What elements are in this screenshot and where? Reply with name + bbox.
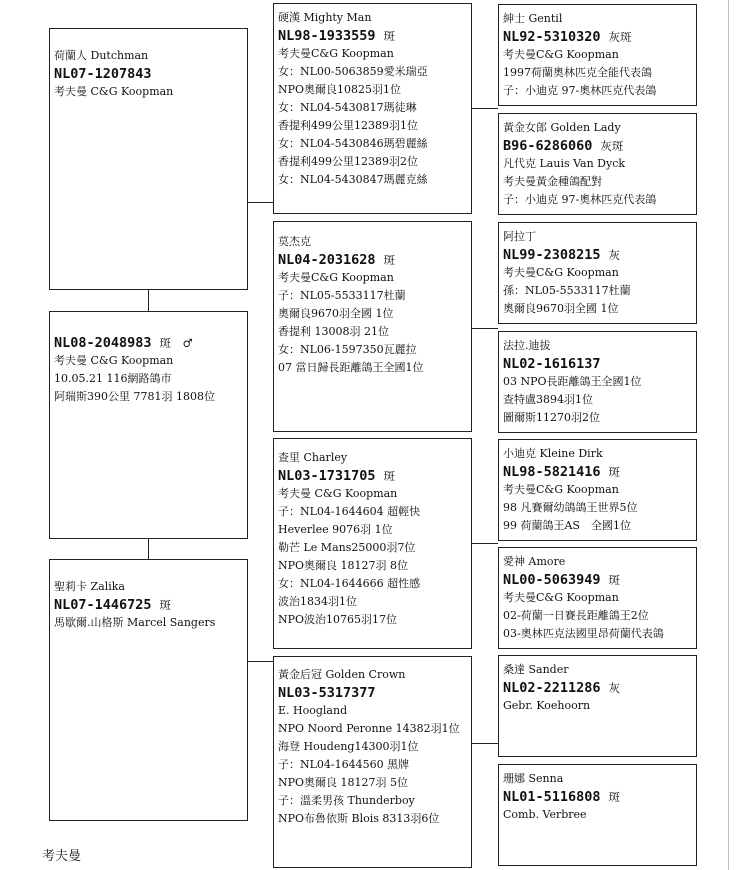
pedigree-card-faladiba xyxy=(498,331,697,433)
ring-code: B96-6286060 xyxy=(503,138,593,154)
ring-number xyxy=(278,27,467,45)
ring-code: NL99-2308215 xyxy=(503,247,601,263)
pedigree-card-mighty-man xyxy=(273,3,472,214)
page-edge-line xyxy=(728,0,729,870)
info-line: 馬歇爾.山格斯 Marcel Sangers xyxy=(54,616,216,629)
ring-code: NL98-5821416 xyxy=(503,464,601,480)
info-line: 子：小迪克 97-奧林匹克代表鴿 xyxy=(503,84,657,97)
ring-code: NL98-1933559 xyxy=(278,28,376,44)
info-line: 98 凡賽爾幼鴿鴿王世界5位 xyxy=(503,501,638,514)
pedigree-card-golden-lady xyxy=(498,113,697,215)
ring-number xyxy=(503,788,692,806)
pedigree-card-dutchman xyxy=(49,28,248,290)
color-label: 斑 xyxy=(608,573,621,587)
info-line: 02-荷蘭一日賽長距離鴿王2位 xyxy=(503,609,649,622)
info-line: 子：小迪克 97-奧林匹克代表鴿 xyxy=(503,193,657,206)
ring-number xyxy=(278,684,467,702)
ring-number xyxy=(503,679,692,697)
info-line: 波治1834羽1位 xyxy=(278,595,357,608)
ring-number xyxy=(503,463,692,481)
info-line: Heverlee 9076羽 1位 xyxy=(278,523,393,536)
ring-number xyxy=(54,334,243,352)
info-line: NPO奧爾良10825羽1位 xyxy=(278,83,402,96)
info-line: 海登 Houdeng14300羽1位 xyxy=(278,740,419,753)
pedigree-card-subject xyxy=(49,311,248,539)
pedigree-card-gentil xyxy=(498,4,697,106)
bird-name: 紳士 Gentil xyxy=(503,12,563,25)
ring-code: NL04-2031628 xyxy=(278,252,376,268)
ring-code: NL02-1616137 xyxy=(503,356,601,372)
info-line: 考夫曼C&G Koopman xyxy=(278,271,394,284)
ring-number xyxy=(503,137,692,155)
info-line: 10.05.21 116網路鴿市 xyxy=(54,372,172,385)
connector-line xyxy=(472,743,498,744)
info-line: 99 荷蘭鴿王AS 全國1位 xyxy=(503,519,631,532)
ring-code: NL07-1446725 xyxy=(54,597,152,613)
pedigree-card-aladin xyxy=(498,222,697,324)
info-line: 女：NL04-5430847瑪麗克絲 xyxy=(278,173,428,186)
info-line: 香提利 13008羽 21位 xyxy=(278,325,389,338)
info-line: Comb. Verbree xyxy=(503,808,587,821)
bird-name: 愛神 Amore xyxy=(503,555,566,568)
info-line: 考夫曼C&G Koopman xyxy=(503,266,619,279)
ring-number xyxy=(503,28,692,46)
info-line: 香提利499公里12389羽2位 xyxy=(278,155,418,168)
color-label: 灰 xyxy=(608,248,621,262)
info-line: Gebr. Koehoorn xyxy=(503,699,591,712)
bird-name: 黃金后冠 Golden Crown xyxy=(278,668,406,681)
connector-line xyxy=(472,108,498,109)
info-line: 子：NL04-1644560 黑牌 xyxy=(278,758,410,771)
info-line: 考夫曼C&G Koopman xyxy=(503,591,619,604)
info-line: 阿瑞斯390公里 7781羽 1808位 xyxy=(54,390,215,403)
connector-line xyxy=(472,543,498,544)
color-label: 灰斑 xyxy=(600,139,624,153)
ring-code: NL92-5310320 xyxy=(503,29,601,45)
bird-name: 阿拉丁 xyxy=(503,230,536,243)
info-line: 考夫曼C&G Koopman xyxy=(503,483,619,496)
bird-name: 硬漢 Mighty Man xyxy=(278,11,372,24)
info-line: 凡代克 Lauis Van Dyck xyxy=(503,157,626,170)
connector-line xyxy=(148,539,149,559)
info-line: NPO奧爾良 18127羽 5位 xyxy=(278,776,409,789)
ring-code: NL02-2211286 xyxy=(503,680,601,696)
info-line: NPO Noord Peronne 14382羽1位 xyxy=(278,722,460,735)
pedigree-card-mojieke xyxy=(273,221,472,432)
bird-name: 莫杰克 xyxy=(278,235,311,248)
pedigree-card-amore xyxy=(498,547,697,649)
ring-number xyxy=(503,571,692,589)
info-line: 奧爾良9670羽全國 1位 xyxy=(278,307,394,320)
pedigree-card-senna xyxy=(498,764,697,866)
ring-number xyxy=(278,251,467,269)
ring-code: NL07-1207843 xyxy=(54,66,152,82)
color-label: 灰 xyxy=(608,681,621,695)
bird-name: 小迪克 Kleine Dirk xyxy=(503,447,603,460)
connector-line xyxy=(472,328,498,329)
info-line: 考夫曼C&G Koopman xyxy=(503,48,619,61)
bird-name: 桑達 Sander xyxy=(503,663,569,676)
info-line: 香提利499公里12389羽1位 xyxy=(278,119,418,132)
info-line: 03 NPO長距離鴿王全國1位 xyxy=(503,375,642,388)
info-line: NPO奧爾良 18127羽 8位 xyxy=(278,559,409,572)
info-line: 07 當日歸長距離鴿王全國1位 xyxy=(278,361,424,374)
bird-name: 聖莉卡 Zalika xyxy=(54,580,125,593)
info-line: 子：NL04-1644604 超輕快 xyxy=(278,505,421,518)
ring-number xyxy=(54,596,243,614)
ring-number xyxy=(503,355,692,373)
connector-line xyxy=(248,661,273,662)
info-line: 圖爾斯11270羽2位 xyxy=(503,411,600,424)
pedigree-card-zalika xyxy=(49,559,248,821)
info-line: 女：NL00-5063859愛米瑞亞 xyxy=(278,65,428,78)
info-line: NPO波治10765羽17位 xyxy=(278,613,398,626)
info-line: 女：NL04-5430846瑪碧麗絲 xyxy=(278,137,428,150)
info-line: 子：NL05-5533117杜蘭 xyxy=(278,289,406,302)
color-label: 斑 xyxy=(159,598,172,612)
color-label: 斑 xyxy=(383,469,396,483)
ring-number xyxy=(503,246,692,264)
connector-line xyxy=(148,290,149,311)
bird-name: 黃金女郎 Golden Lady xyxy=(503,121,621,134)
info-line: E. Hoogland xyxy=(278,704,348,717)
bird-name: 查里 Charley xyxy=(278,451,348,464)
info-line: 奧爾良9670羽全國 1位 xyxy=(503,302,619,315)
info-line: 考夫曼黃金種鴿配對 xyxy=(503,175,602,188)
ring-code: NL08-2048983 xyxy=(54,335,152,351)
color-label: 斑 xyxy=(383,253,396,267)
ring-number xyxy=(278,467,467,485)
info-line: 女：NL04-1644666 超性感 xyxy=(278,577,421,590)
info-line: 1997荷蘭奧林匹克全能代表鴿 xyxy=(503,66,652,79)
bird-name: 荷蘭人 Dutchman xyxy=(54,49,149,62)
info-line: 女：NL04-5430817瑪徒琳 xyxy=(278,101,417,114)
info-line: 考夫曼 C&G Koopman xyxy=(278,487,398,500)
color-label: 斑 xyxy=(383,29,396,43)
info-line: 03-奧林匹克法國里昂荷蘭代表鴿 xyxy=(503,627,664,640)
ring-code: NL03-5317377 xyxy=(278,685,376,701)
footer-label: 考夫曼 xyxy=(42,849,82,864)
info-line: NPO布魯依斯 Blois 8313羽6位 xyxy=(278,812,440,825)
bird-name: 法拉.迪拔 xyxy=(503,339,551,352)
info-line: 查特盧3894羽1位 xyxy=(503,393,593,406)
color-label: 斑 xyxy=(608,465,621,479)
pedigree-card-kleine-dirk xyxy=(498,439,697,541)
connector-line xyxy=(248,202,273,203)
info-line: 孫：NL05-5533117杜蘭 xyxy=(503,284,631,297)
color-sex-label: 斑 ♂ xyxy=(159,336,193,350)
info-line: 考夫曼C&G Koopman xyxy=(278,47,394,60)
ring-code: NL03-1731705 xyxy=(278,468,376,484)
info-line: 子：溫柔男孩 Thunderboy xyxy=(278,794,415,807)
ring-number xyxy=(54,65,243,83)
pedigree-card-golden-crown xyxy=(273,656,472,868)
color-label: 灰斑 xyxy=(608,30,632,44)
info-line: 考夫曼 C&G Koopman xyxy=(54,354,174,367)
pedigree-card-charley xyxy=(273,438,472,649)
info-line: 考夫曼 C&G Koopman xyxy=(54,85,174,98)
ring-code: NL00-5063949 xyxy=(503,572,601,588)
ring-code: NL01-5116808 xyxy=(503,789,601,805)
info-line: 勒芒 Le Mans25000羽7位 xyxy=(278,541,416,554)
info-line: 女：NL06-1597350瓦麗拉 xyxy=(278,343,417,356)
bird-name: 珊娜 Senna xyxy=(503,772,564,785)
color-label: 斑 xyxy=(608,790,621,804)
pedigree-card-sander xyxy=(498,655,697,757)
